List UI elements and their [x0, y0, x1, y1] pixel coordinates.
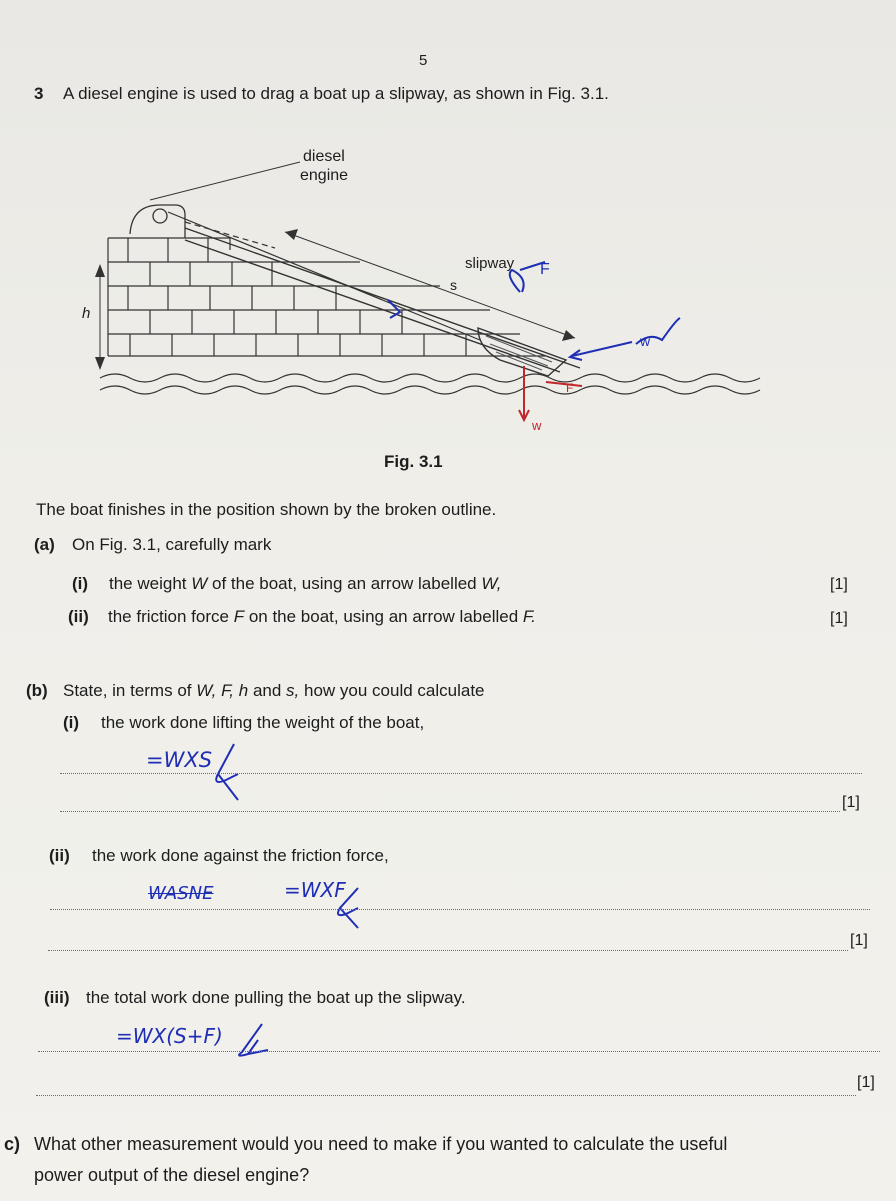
water — [100, 374, 760, 394]
answer-line-b-iii-1 — [38, 1051, 880, 1052]
answer-line-b-i-1 — [60, 773, 862, 774]
part-a-ii-label: (ii) — [68, 607, 89, 626]
statement: The boat finishes in the position shown by the broken outline. — [36, 500, 497, 519]
part-a-i-text — [109, 574, 502, 594]
tick-mark-b-ii — [330, 884, 370, 932]
part-c-text-2: power output of the diesel engine? — [34, 1165, 310, 1185]
part-c-label: c) — [4, 1134, 21, 1154]
page-number: 5 — [419, 52, 428, 69]
student-arrow-right — [572, 342, 632, 356]
engine-label-2: engine — [300, 167, 349, 184]
question-intro: A diesel engine is used to drag a boat up a slipway, as shown in Fig. 3.1. — [63, 84, 609, 103]
part-b-iii-mark: [1] — [857, 1074, 875, 1091]
part-b-var-s: s, — [286, 681, 300, 700]
part-a-i-mark: [1] — [830, 576, 848, 593]
slipway-label: slipway — [465, 255, 515, 272]
tick-mark-b-i — [200, 740, 250, 804]
part-a-ii-text-1: the friction force — [108, 607, 229, 626]
student-top-right-label: w — [640, 333, 651, 349]
answer-line-b-i-2 — [60, 811, 840, 812]
part-b-iii-label: (iii) — [44, 988, 70, 1007]
h-label: h — [82, 305, 91, 322]
part-a-i-var: W — [191, 574, 208, 593]
part-c-text-1: What other measurement would you need to make if you wanted to calculate the useful — [34, 1134, 728, 1154]
s-label: s — [450, 277, 457, 293]
part-b-ii-scribble: WASNE — [148, 883, 214, 904]
part-a-ii-text — [108, 607, 536, 627]
part-a-ii-text-2: on the boat, using an arrow labelled — [248, 607, 519, 626]
student-F-label: F — [540, 261, 550, 278]
engine-pulley — [153, 209, 167, 223]
part-b-ii-mark: [1] — [850, 932, 868, 949]
part-b-text-3: how you could calculate — [304, 681, 485, 700]
weight-arrow-label: w — [532, 418, 542, 433]
part-a-ii-var2: F. — [522, 607, 536, 626]
part-b-text-1: State, in terms of — [63, 681, 192, 700]
part-b-label: (b) — [26, 681, 48, 700]
part-a-label: (a) — [34, 535, 55, 554]
part-b-ii-label: (ii) — [49, 846, 70, 865]
tick-mark-b-iii — [228, 1020, 274, 1060]
weight-arrow-small-label: F — [566, 381, 574, 395]
engine-label-1: diesel — [303, 148, 345, 165]
part-a-i-text-1: the weight — [109, 574, 187, 593]
figure-3-1 — [0, 120, 896, 450]
part-b-text-2: and — [252, 681, 282, 700]
part-b-ii-text: the work done against the friction force, — [92, 846, 389, 865]
question-number: 3 — [34, 84, 44, 103]
answer-line-b-ii-1 — [50, 909, 870, 910]
figure-caption: Fig. 3.1 — [384, 452, 443, 471]
s-dimension — [285, 232, 575, 338]
part-b-text — [63, 681, 485, 701]
part-b-i-mark: [1] — [842, 794, 860, 811]
answer-line-b-iii-2 — [36, 1095, 856, 1096]
part-b-i-label: (i) — [63, 713, 80, 732]
part-a-text: On Fig. 3.1, carefully mark — [72, 535, 272, 554]
part-a-ii-mark: [1] — [830, 610, 848, 627]
part-b-iii-text: the total work done pulling the boat up the slipway. — [86, 988, 466, 1007]
part-a-i-text-2: of the boat, using an arrow labelled — [212, 574, 477, 593]
part-b-vars: W, F, h — [196, 681, 249, 700]
part-a-ii-var: F — [233, 607, 245, 626]
part-b-iii-answer: =WX(S+F) — [116, 1024, 223, 1048]
part-b-i-answer: =WXS — [146, 748, 213, 772]
answer-line-b-ii-2 — [48, 950, 848, 951]
part-a-i-label: (i) — [72, 574, 89, 593]
part-b-i-text: the work done lifting the weight of the boat, — [101, 713, 425, 732]
part-b-ii-answer: =WXF — [284, 878, 346, 902]
part-a-i-var2: W, — [481, 574, 502, 593]
